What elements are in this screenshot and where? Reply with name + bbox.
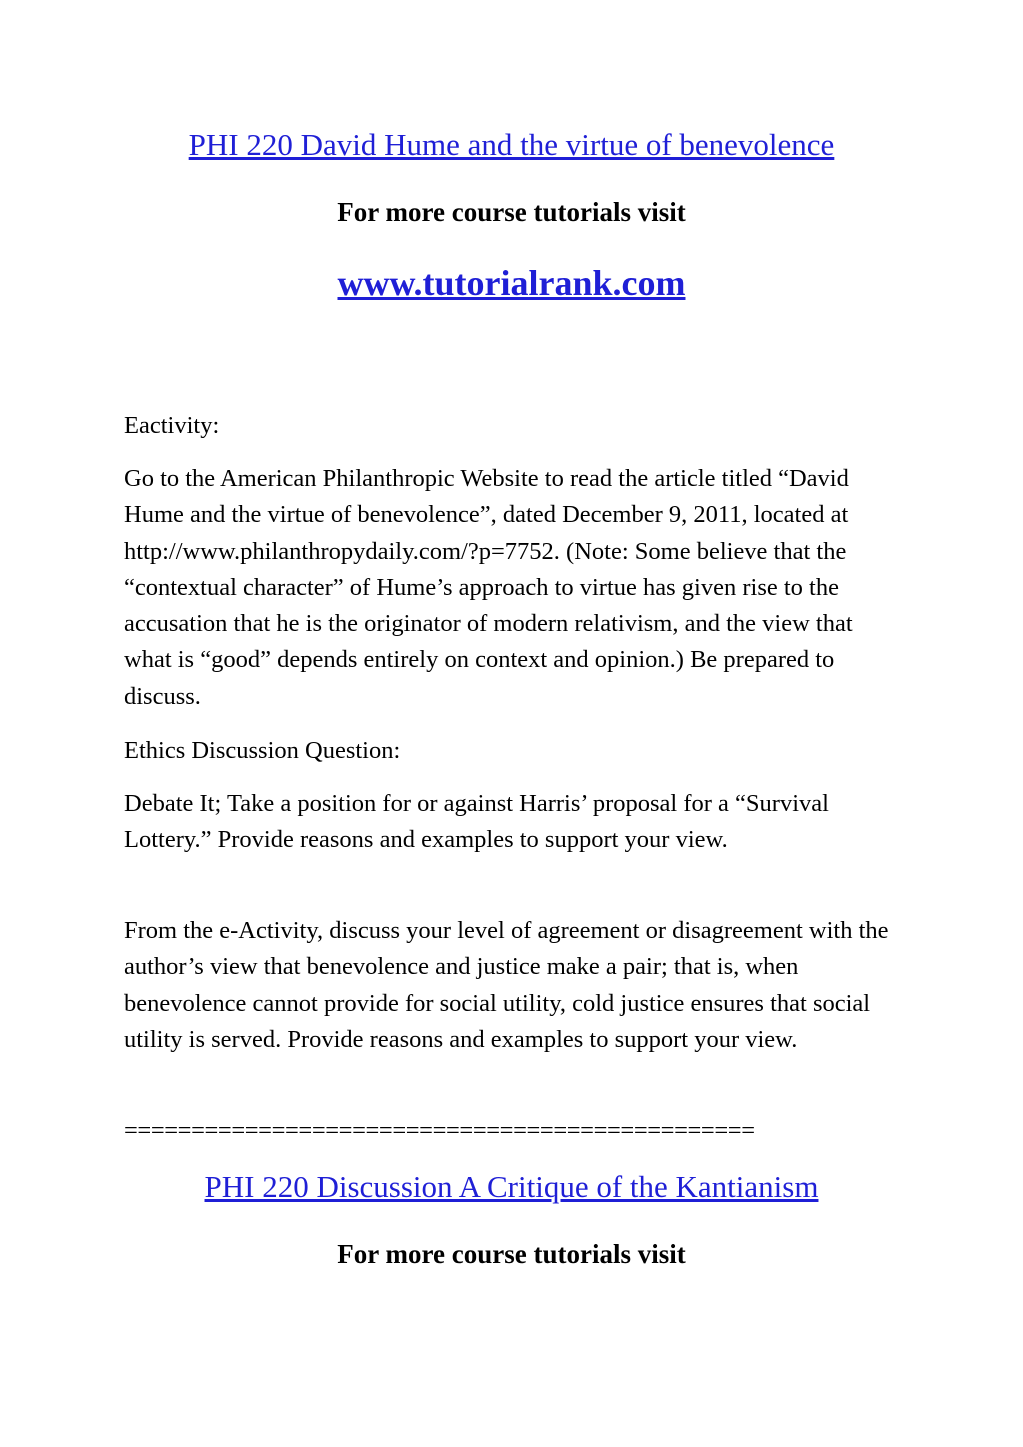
- section1-title-line: [0, 126, 1023, 164]
- from-paragraph: [124, 913, 899, 1058]
- question-label-text: Ethics Discussion Question:: [124, 737, 401, 764]
- question-label: [124, 733, 899, 769]
- debate-paragraph: [124, 786, 899, 859]
- section1-site-line: [0, 261, 1023, 305]
- separator-line: ===============================================: [124, 1117, 755, 1144]
- section2-title-link[interactable]: PHI 220 Discussion A Critique of the Kantianism: [204, 1169, 819, 1204]
- section2-visit-text: For more course tutorials visit: [337, 1239, 686, 1269]
- section2-visit-line: [0, 1237, 1023, 1271]
- section1-visit-text: For more course tutorials visit: [337, 197, 686, 227]
- debate-text: Debate It; Take a position for or against Harris’ proposal for a “Survival Lottery.” Provide reasons and examples to support your view.: [124, 790, 829, 854]
- from-text: From the e-Activity, discuss your level of agreement or disagreement with the author’s view that benevolence and justice make a pair; that is, when benevolence cannot provide for social utility, cold justice ensures that social utility is served. Provide reasons and examples to support your view.: [124, 917, 889, 1053]
- section2-title-line: [0, 1168, 1023, 1206]
- eactivity-label-text: Eactivity:: [124, 412, 220, 439]
- eactivity-text: Go to the American Philanthropic Website to read the article titled “David Hume and the virtue of benevolence”, dated December 9, 2011, located at http://www.philanthropydaily.com/?p=7752. (Note: Some believe that the “contextual character” of Hume’s approach to virtue has given rise to the accusation that he is the originator of modern relativism, and the view that what is “good” depends entirely on context and opinion.) Be prepared to discuss.: [124, 465, 853, 710]
- eactivity-label: [124, 408, 899, 444]
- eactivity-paragraph: [124, 461, 899, 715]
- section1-title-link[interactable]: PHI 220 David Hume and the virtue of benevolence: [188, 127, 835, 162]
- section1-visit-line: [0, 195, 1023, 229]
- site-link[interactable]: www.tutorialrank.com: [337, 263, 686, 303]
